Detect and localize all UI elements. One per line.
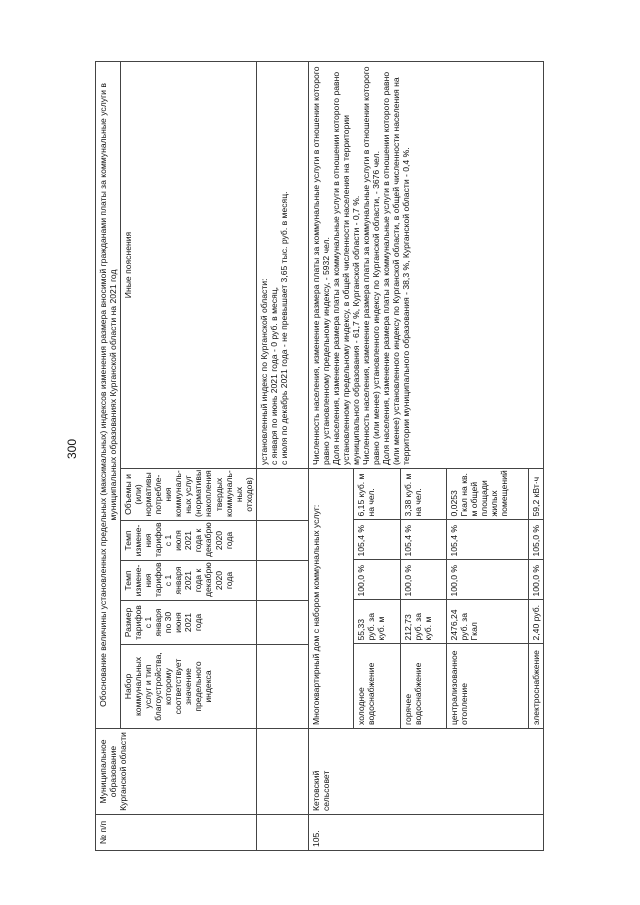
header-rate-january: Темп измене-ния тарифов с 1 января 2021 года к декабрю 2020 года [121, 561, 257, 601]
header-tariff-size: Размер тарифов с 1 января по 30 июня 2021 года [121, 601, 257, 645]
service-set-label: Многоквартирный дом с набором коммунальных услуг: [310, 504, 321, 725]
service-row [447, 468, 529, 728]
header-group: Обоснование величины установленных предельных (максимальных) индексов изменения размера вносимой гражданами платы за коммунальные услуги в муниципальных образованиях Курганской области на 2021 год [96, 62, 121, 729]
service-rate-january: 100,0 % [529, 560, 544, 600]
service-rate-january: 100,0 % [354, 560, 401, 600]
service-row [354, 468, 401, 728]
service-rate-july: 105,4 % [354, 520, 401, 560]
index-justification-table [95, 61, 544, 851]
service-name: горячее водоснабжение [401, 644, 447, 728]
header-service-set: Набор коммунальных услуг и тип благоустройства, которому соответствует значение предельного индекса [121, 645, 257, 729]
service-name: холодное водоснабжение [354, 644, 401, 728]
service-volume: 6,15 куб. м на чел. [354, 468, 401, 520]
header-number: № п/п [96, 815, 257, 851]
row-number: 105. [308, 815, 544, 851]
page-number: 300 [65, 438, 80, 460]
header-municipality: Муниципальное образование Курганской области [96, 729, 257, 815]
services-block [308, 469, 544, 729]
continuation-note: установленный индекс по Курганской области: с января по июнь 2021 года - 0 руб. в месяц, с июля по декабрь 2021 года - не превышает 3,65 тыс. руб. в месяц. [256, 62, 308, 469]
service-name: централизованное отопление [447, 644, 529, 728]
header-notes: Иные пояснения [121, 62, 257, 469]
service-volume: 59,2 кВт·ч [529, 468, 544, 520]
notes-text: Численность населения, изменение размера платы за коммунальные услуги в отношении которого равно установленному предельному индексу, - 5932 чел. Доля населения, изменение размера платы за коммунальные услуги в отношении которого равно установленному предельному индексу, в общей численности населения на территории муниципального образования - 61,7 %, Курганской области - 0,7 %. Численность населения, изменение размера платы за коммунальные услуги в отношении которого равно (или менее) установленного индексу по Курганской области, - 3676 чел. Доля населения, изменение размера платы за коммунальные услуги в отношении которого равно (или менее) установленного индексу по Курганской области, в общей численности населения на территории муниципального образования - 38,3 %, Курганской области - 0,4 %. [308, 62, 544, 469]
continuation-row [256, 62, 308, 851]
services-table [309, 468, 544, 728]
municipality-name: Кетовский сельсовет [308, 729, 544, 815]
service-rate-july: 105,4 % [447, 520, 529, 560]
header-volume: Объемы и (или) нормативы потребле-ния коммуналь-ных услуг (нормативы накопления твердых коммуналь-ных отходов) [121, 469, 257, 521]
service-name: электроснабжение [529, 644, 544, 728]
header-rate-july: Темп измене-ния тарифов с 1 июля 2021 года к декабрю 2020 года [121, 521, 257, 561]
service-rate-july: 105,4 % [401, 520, 447, 560]
service-volume: 3,38 куб. м на чел. [401, 468, 447, 520]
service-volume: 0,0253 Гкал на кв. м общей площади жилых помещений [447, 468, 529, 520]
service-rate-january: 100,0 % [447, 560, 529, 600]
service-size: 55,33 руб. за куб. м [354, 600, 401, 644]
service-row [401, 468, 447, 728]
service-size: 2,40 руб. [529, 600, 544, 644]
service-row [529, 468, 544, 728]
service-size: 212,73 руб. за куб. м [401, 600, 447, 644]
service-size: 2476,24 руб. за Гкал [447, 600, 529, 644]
service-rate-july: 105,0 % [529, 520, 544, 560]
table-row [308, 62, 544, 851]
rotated-table-container [95, 61, 628, 851]
service-rate-january: 100,0 % [401, 560, 447, 600]
